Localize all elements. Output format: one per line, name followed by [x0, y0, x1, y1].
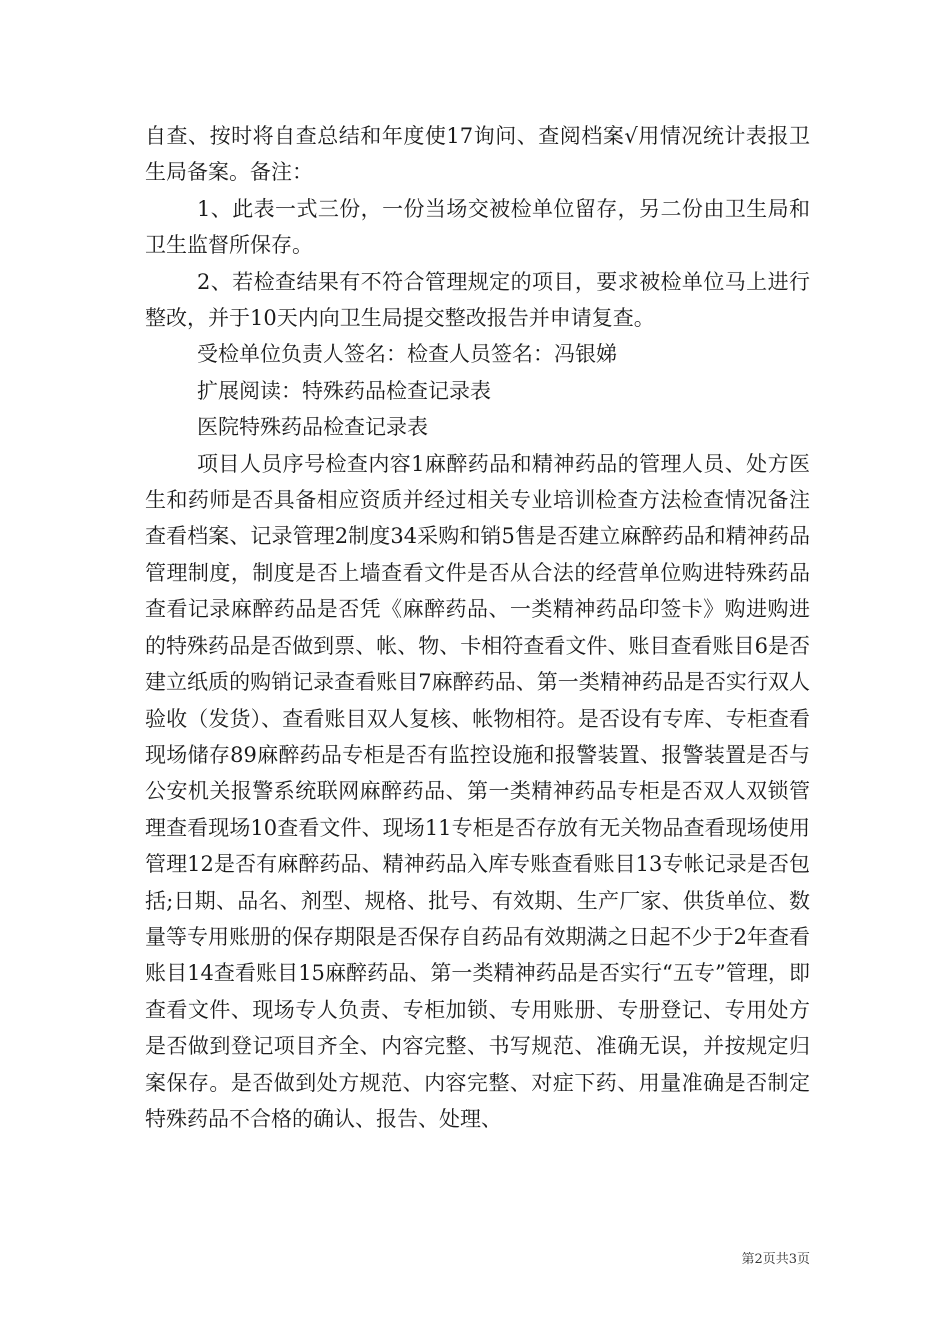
document-body — [145, 118, 810, 1137]
paragraph-4: 受检单位负责人签名：检查人员签名：冯银娣 — [197, 342, 617, 367]
paragraph-1: 自查、按时将自查总结和年度使17询问、查阅档案√用情况统计表报卫生局备案。备注： — [145, 124, 810, 185]
paragraph-6: 医院特殊药品检查记录表 — [197, 415, 428, 440]
paragraph-7: 项目人员序号检查内容1麻醉药品和精神药品的管理人员、处方医生和药师是否具备相应资质并经过相关专业培训检查方法检查情况备注查看档案、记录管理2制度34采购和销5售是否建立麻醉药品和精神药品管理制度，制度是否上墙查看文件是否从合法的经营单位购进特殊药品查看记录麻醉药品是否凭《麻醉药品、一类精神药品印签卡》购进购进的特殊药品是否做到票、帐、物、卡相符查看文件、账目查看账目6是否建立纸质的购销记录查看账目7麻醉药品、第一类精神药品是否实行双人验收（发货）、查看账目双人复核、帐物相符。是否设有专库、专柜查看现场储存89麻醉药品专柜是否有监控设施和报警装置、报警装置是否与公安机关报警系统联网麻醉药品、第一类精神药品专柜是否双人双锁管理查看现场10查看文件、现场11专柜是否存放有无关物品查看现场使用管理12是否有麻醉药品、精神药品入库专账查看账目13专帐记录是否包括;日期、品名、剂型、规格、批号、有效期、生产厂家、供货单位、数量等专用账册的保存期限是否保存自药品有效期满之日起不少于2年查看账目14查看账目15麻醉药品、第一类精神药品是否实行“五专”管理，即查看文件、现场专人负责、专柜加锁、专用账册、专册登记、专用处方是否做到登记项目齐全、内容完整、书写规范、准确无误，并按规定归案保存。是否做到处方规范、内容完整、对症下药、用量准确是否制定特殊药品不合格的确认、报告、处理、 — [145, 451, 810, 1131]
paragraph-5: 扩展阅读：特殊药品检查记录表 — [197, 378, 491, 403]
paragraph-2: 1、此表一式三份，一份当场交被检单位留存，另二份由卫生局和卫生监督所保存。 — [145, 196, 810, 258]
page-number: 第2页共3页 — [741, 1252, 810, 1267]
paragraph-3: 2、若检查结果有不符合管理规定的项目，要求被检单位马上进行整改，并于10天内向卫生局提交整改报告并申请复查。 — [145, 269, 810, 331]
